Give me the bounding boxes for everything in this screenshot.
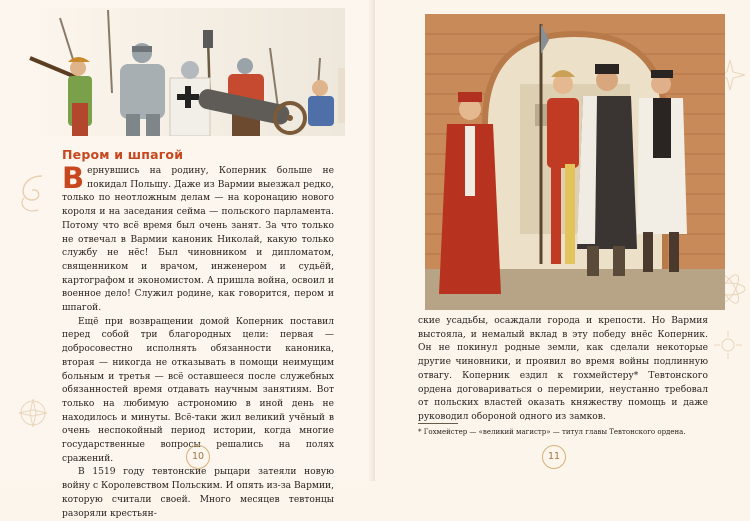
compass-ornament-icon: [15, 395, 51, 431]
paragraph-2: Ещё при возвращении домой Коперник поставил перед собой три благородных цели: первая — добросовестно исполнять обязанности каноника, вторая — никогда не отказывать в помощи неимущим больным и третья — всё оставшееся после служебных обязанностей время отдавать научным занятиям. Вот только на любимую астрономию в иной день не находилось и минуты. Всё-таки жил великий учёный в очень неспокойный период истории, когда многие государственные вопросы решались на полях сражений.: [62, 316, 334, 464]
swirl-ornament-icon: [12, 170, 48, 218]
page-number-left: 10: [186, 445, 210, 469]
left-page: [0, 0, 375, 519]
sun-ornament-icon: [713, 330, 743, 360]
section-heading: Пером и шпагой: [62, 147, 184, 162]
right-page-text: [418, 315, 708, 425]
footnote: * Гохмейстер — «великий магистр» — титул главы Тевтонского ордена.: [418, 428, 686, 436]
page-number-right: 11: [542, 445, 566, 469]
paragraph-1: ернувшись на родину, Коперник больше не покидал Польшу. Даже из Вармии выезжал редко, только по неотложным делам — на коронацию нового короля и на заседания сейма — польского парламента. Потому что всё время был очень занят. За что только не отвечал в Вармии каноник Николай, какую только службу не нёс! Был чиновником и дипломатом, священником и врачом, инженером и судьёй, картографом и экономистом. А пришла война, освоил и военное дело! Служил родине, как говорится, пером и шпагой.: [62, 166, 334, 314]
copernicus-meeting-illustration: [425, 14, 725, 310]
paragraph-4: ские усадьбы, осаждали города и крепости. Но Вармия выстояла, и немалый вклад в эту победу внёс Коперник. Он не покинул родные земли, как сделали некоторые другие чиновники, и проявил во время войны подлинную отвагу. Коперник ездил к гохмейстеру* Тевтонского ордена договариваться о перемирии, неустанно требовал от польских властей оказать княжеству помощь и даже руководил обороной одного из замков.: [418, 316, 708, 422]
paragraph-3: В 1519 году тевтонские рыцари затеяли новую войну с Королевством Польским. И опять из-за Вармии, которую считали своей. Много месяцев тевтонцы разоряли крестьян-: [62, 467, 334, 519]
footnote-divider: [418, 423, 458, 424]
drop-cap: В: [62, 161, 85, 195]
knights-illustration: [20, 8, 345, 136]
